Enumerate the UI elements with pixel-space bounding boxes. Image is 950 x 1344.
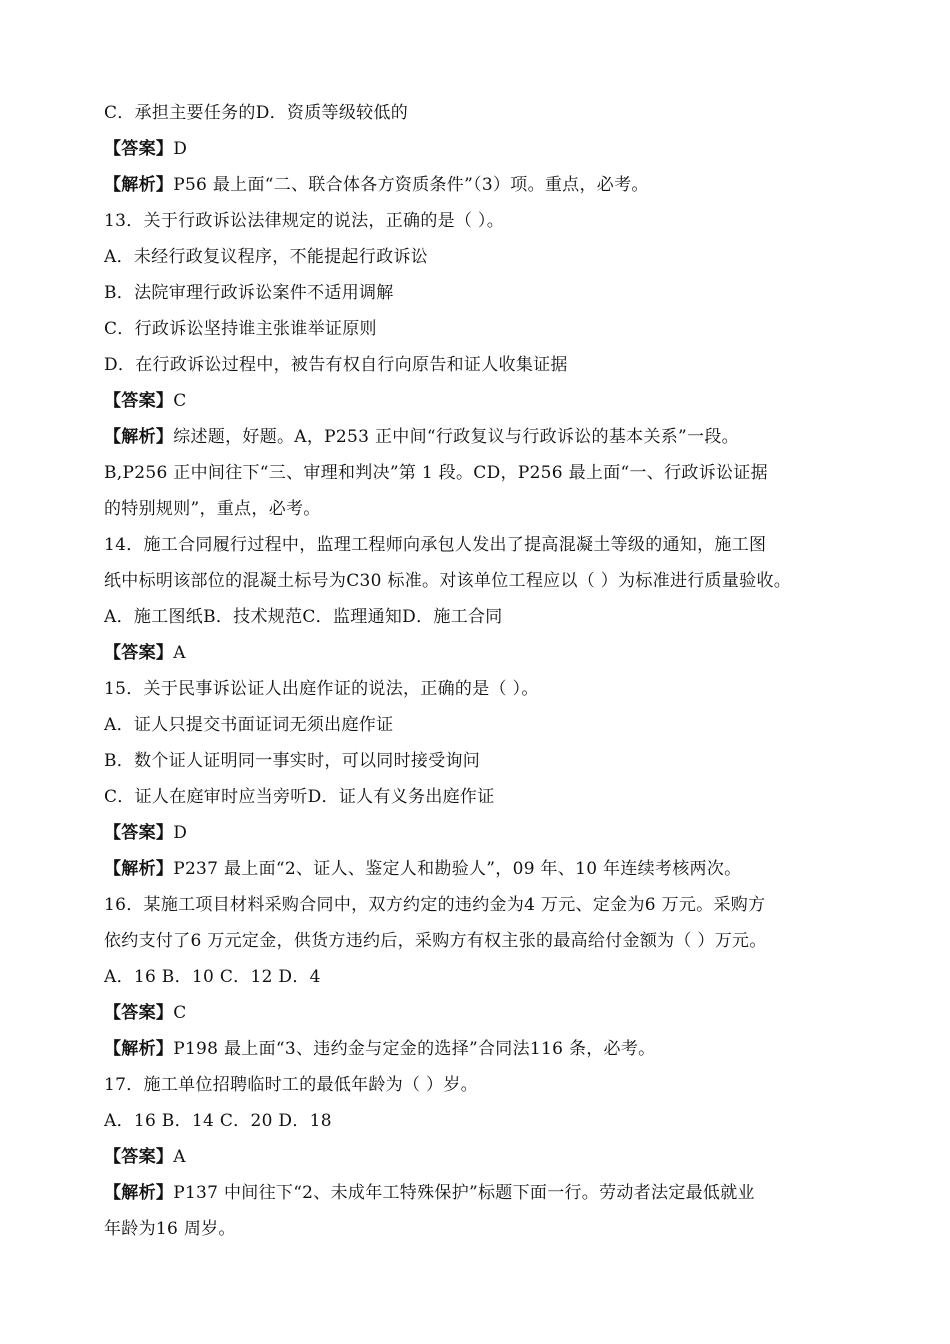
option-text: A．施工图纸B．技术规范C．监理通知D．施工合同 (104, 607, 503, 627)
analysis-line (104, 173, 649, 197)
question-continuation (104, 929, 767, 953)
answer-tag: 【答案】 (104, 1147, 174, 1167)
option-line (104, 785, 495, 809)
analysis-text: 年龄为16 周岁。 (104, 1219, 236, 1239)
answer-line (104, 1001, 187, 1025)
analysis-continuation (104, 1217, 236, 1241)
option-line (104, 749, 480, 773)
option-text: B．法院审理行政诉讼案件不适用调解 (104, 283, 394, 303)
option-line (104, 245, 428, 269)
answer-line (104, 1145, 186, 1169)
question-line (104, 209, 504, 233)
question-text: 17．施工单位招聘临时工的最低年龄为（ ）岁。 (104, 1075, 478, 1095)
question-continuation (104, 569, 791, 593)
option-line (104, 353, 568, 377)
option-line (104, 281, 394, 305)
answer-tag: 【答案】 (104, 391, 174, 411)
question-line (104, 533, 766, 557)
analysis-tag: 【解析】 (104, 1183, 174, 1203)
analysis-line (104, 1037, 655, 1061)
answer-text: C (173, 1003, 187, 1023)
analysis-line (104, 425, 739, 449)
answer-text: A (173, 1147, 186, 1167)
answer-line (104, 641, 186, 665)
question-text: 14．施工合同履行过程中，监理工程师向承包人发出了提高混凝土等级的通知，施工图 (104, 535, 767, 555)
answer-line (104, 821, 187, 845)
answer-tag: 【答案】 (104, 1003, 174, 1023)
question-text: 纸中标明该部位的混凝土标号为C30 标准。对该单位工程应以（ ）为标准进行质量验收。 (104, 571, 792, 591)
analysis-tag: 【解析】 (104, 1039, 174, 1059)
answer-text: D (173, 139, 188, 159)
answer-tag: 【答案】 (104, 823, 174, 843)
answer-line (104, 389, 187, 413)
analysis-continuation (104, 497, 321, 521)
option-text: A．16 B．14 C．20 D．18 (104, 1111, 332, 1131)
option-text: B．数个证人证明同一事实时，可以同时接受询问 (104, 751, 481, 771)
question-text: 15．关于民事诉讼证人出庭作证的说法，正确的是（ ）。 (104, 679, 539, 699)
answer-tag: 【答案】 (104, 139, 174, 159)
option-text: C．证人在庭审时应当旁听D．证人有义务出庭作证 (104, 787, 495, 807)
answer-text: D (173, 823, 188, 843)
option-line (104, 317, 377, 341)
option-text: A．未经行政复议程序，不能提起行政诉讼 (104, 247, 428, 267)
option-line (104, 713, 393, 737)
analysis-tag: 【解析】 (104, 427, 174, 447)
answer-text: A (173, 643, 186, 663)
analysis-text: P237 最上面“2、证人、鉴定人和勘验人”，09 年、10 年连续考核两次。 (173, 859, 742, 879)
analysis-tag: 【解析】 (104, 859, 174, 879)
analysis-line (104, 857, 741, 881)
option-text: C．行政诉讼坚持谁主张谁举证原则 (104, 319, 377, 339)
option-text: D．在行政诉讼过程中，被告有权自行向原告和证人收集证据 (104, 355, 568, 375)
analysis-text: P56 最上面“二、联合体各方资质条件”（3）项。重点，必考。 (173, 175, 649, 195)
analysis-continuation (104, 461, 768, 485)
analysis-text: 综述题，好题。A，P253 正中间“行政复议与行政诉讼的基本关系”一段。 (173, 427, 739, 447)
answer-tag: 【答案】 (104, 643, 174, 663)
question-line (104, 893, 765, 917)
text-line (104, 101, 408, 125)
analysis-text: B,P256 正中间往下“三、审理和判决”第 1 段。CD，P256 最上面“一、行政诉讼证据 (104, 463, 768, 483)
option-line (104, 1109, 332, 1133)
line-text: C．承担主要任务的D．资质等级较低的 (104, 103, 409, 123)
analysis-text: P137 中间往下“2、未成年工特殊保护”标题下面一行。劳动者法定最低就业 (173, 1183, 755, 1203)
option-text: A．证人只提交书面证词无须出庭作证 (104, 715, 394, 735)
question-text: 16．某施工项目材料采购合同中，双方约定的违约金为4 万元、定金为6 万元。采购方 (104, 895, 766, 915)
analysis-tag: 【解析】 (104, 175, 174, 195)
answer-line (104, 137, 187, 161)
option-line (104, 605, 503, 629)
option-line (104, 965, 321, 989)
analysis-text: P198 最上面“3、违约金与定金的选择”合同法116 条，必考。 (173, 1039, 656, 1059)
question-text: 13．关于行政诉讼法律规定的说法，正确的是（ ）。 (104, 211, 505, 231)
question-line (104, 677, 539, 701)
question-text: 依约支付了6 万元定金，供货方违约后，采购方有权主张的最高给付金额为（ ）万元。 (104, 931, 767, 951)
analysis-text: 的特别规则”，重点，必考。 (104, 499, 321, 519)
option-text: A．16 B．10 C．12 D．4 (104, 967, 321, 987)
analysis-line (104, 1181, 755, 1205)
answer-text: C (173, 391, 187, 411)
question-line (104, 1073, 478, 1097)
